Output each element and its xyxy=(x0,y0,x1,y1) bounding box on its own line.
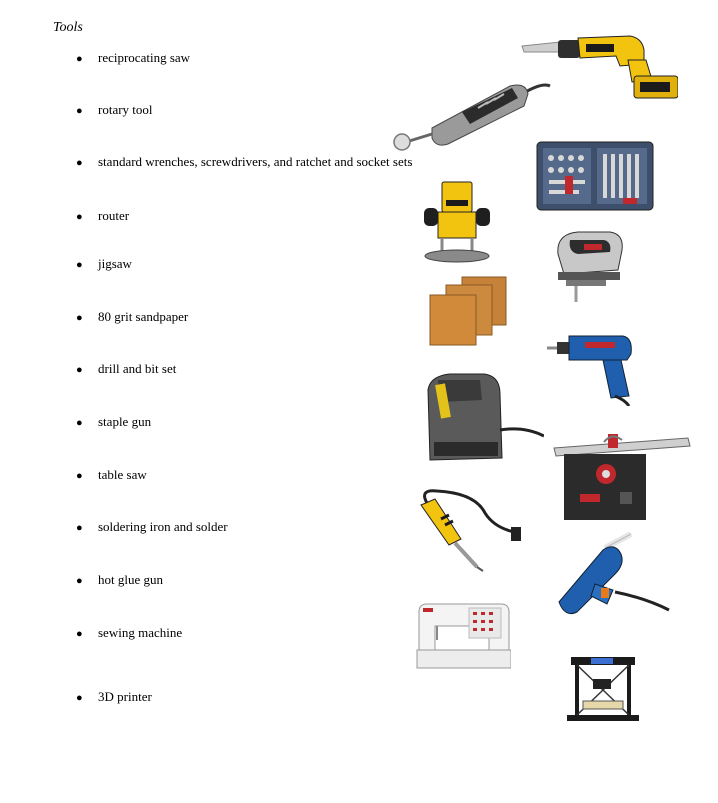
item-label: hot glue gun xyxy=(98,572,163,587)
socket-set-icon xyxy=(535,138,655,214)
drill-icon xyxy=(545,330,641,406)
list-item xyxy=(76,467,147,483)
jigsaw-icon xyxy=(548,228,626,304)
bullet: ● xyxy=(76,628,83,640)
item-label: rotary tool xyxy=(98,102,153,117)
item-label: jigsaw xyxy=(98,256,132,271)
rotary-tool-icon xyxy=(392,72,552,152)
item-label: router xyxy=(98,208,130,223)
list-item xyxy=(76,572,163,588)
list-item xyxy=(76,519,228,535)
bullet: ● xyxy=(76,364,83,376)
bullet: ● xyxy=(76,157,83,169)
list-item xyxy=(76,689,152,705)
bullet: ● xyxy=(76,53,83,65)
item-label: standard wrenches, screwdrivers, and ratchet and socket sets xyxy=(98,154,413,169)
list-item xyxy=(76,625,182,641)
sewing-machine-icon xyxy=(415,600,511,672)
bullet: ● xyxy=(76,105,83,117)
list-item xyxy=(76,208,129,224)
list-item xyxy=(76,256,132,272)
item-label: table saw xyxy=(98,467,147,482)
table-saw-icon xyxy=(550,430,692,524)
item-label: soldering iron and solder xyxy=(98,519,228,534)
sandpaper-icon xyxy=(428,275,508,347)
bullet: ● xyxy=(76,575,83,587)
item-label: 80 grit sandpaper xyxy=(98,309,189,324)
bullet: ● xyxy=(76,692,83,704)
list-item xyxy=(76,414,151,430)
bullet: ● xyxy=(76,522,83,534)
bullet: ● xyxy=(76,312,83,324)
soldering-iron-icon xyxy=(415,485,525,573)
item-label: 3D printer xyxy=(98,689,152,704)
item-label: staple gun xyxy=(98,414,152,429)
bullet: ● xyxy=(76,211,83,223)
list-item xyxy=(76,50,190,66)
item-label: reciprocating saw xyxy=(98,50,191,65)
item-label: sewing machine xyxy=(98,625,183,640)
staple-gun-icon xyxy=(420,370,544,466)
bullet: ● xyxy=(76,417,83,429)
page-title: Tools xyxy=(53,20,83,35)
router-icon xyxy=(420,180,494,264)
3d-printer-icon xyxy=(565,655,641,723)
list-item xyxy=(76,102,153,118)
list-item xyxy=(76,309,188,325)
bullet: ● xyxy=(76,470,83,482)
list-item xyxy=(76,154,412,170)
glue-gun-icon xyxy=(555,532,671,618)
list-item xyxy=(76,361,176,377)
bullet: ● xyxy=(76,259,83,271)
item-label: drill and bit set xyxy=(98,361,177,376)
